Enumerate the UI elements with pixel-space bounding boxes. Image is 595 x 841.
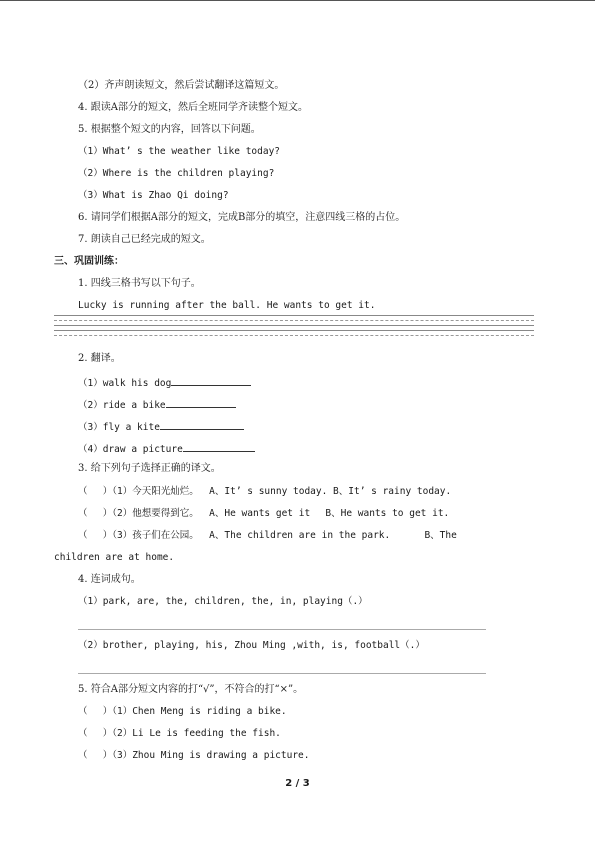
q1-title: 1. 四线三格书写以下句子。 bbox=[78, 278, 201, 289]
q3-title: 3. 给下列句子选择正确的译文。 bbox=[78, 463, 221, 474]
instruction-6: 6. 请同学们根据A部分的短文，完成B部分的填空，注意四线三格的占位。 bbox=[78, 212, 406, 223]
q2-item-4 bbox=[78, 440, 255, 457]
q4-title: 4. 连词成句。 bbox=[78, 574, 141, 585]
page-top-border bbox=[0, 0, 595, 1]
instruction-2-2: （2）齐声朗读短文，然后尝试翻译这篇短文。 bbox=[78, 80, 285, 91]
q2-item-3-text: （3）fly a kite bbox=[78, 422, 160, 433]
section-heading: 三、巩固训练： bbox=[54, 256, 124, 267]
q2-item-2-text: （2）ride a bike bbox=[78, 400, 166, 411]
q2-title: 2. 翻译。 bbox=[78, 353, 121, 364]
four-line-grid bbox=[54, 315, 534, 340]
q3-row-2: （ ）（2）他想要得到它。 A、He wants get it B、He wants to get it. bbox=[78, 508, 450, 519]
q2-item-4-text: （4）draw a picture bbox=[78, 444, 183, 455]
answer-blank[interactable] bbox=[183, 440, 255, 452]
instruction-7: 7. 朗读自己已经完成的短文。 bbox=[78, 234, 211, 245]
q5-item-1: （ ）（1）Chen Meng is riding a bike. bbox=[78, 706, 287, 717]
question-1: （1）What’ s the weather like today? bbox=[78, 146, 281, 157]
answer-blank[interactable] bbox=[160, 418, 244, 430]
answer-line[interactable] bbox=[78, 629, 486, 630]
q4-item-1: （1）park, are, the, children, the, in, playing（.） bbox=[78, 596, 368, 607]
page-number: 2 / 3 bbox=[285, 778, 310, 789]
answer-blank[interactable] bbox=[166, 396, 236, 408]
q2-item-1-text: （1）walk his dog bbox=[78, 378, 172, 389]
q5-item-3: （ ）（3）Zhou Ming is drawing a picture. bbox=[78, 750, 310, 761]
instruction-4: 4. 跟读A部分的短文，然后全班同学齐读整个短文。 bbox=[78, 102, 308, 113]
q3-row-3-cont: children are at home. bbox=[54, 552, 175, 563]
q2-item-3 bbox=[78, 418, 244, 435]
question-2: （2）Where is the children playing? bbox=[78, 168, 275, 179]
answer-line[interactable] bbox=[78, 673, 486, 674]
q1-sentence: Lucky is running after the ball. He wants to get it. bbox=[78, 300, 376, 311]
q5-item-2: （ ）（2）Li Le is feeding the fish. bbox=[78, 728, 281, 739]
q5-title: 5. 符合A部分短文内容的打“√”，不符合的打“×”。 bbox=[78, 684, 304, 695]
q2-item-2 bbox=[78, 396, 236, 413]
q3-row-3: （ ）（3）孩子们在公园。 A、The children are in the park. B、The bbox=[78, 530, 457, 541]
question-3: （3）What is Zhao Qi doing? bbox=[78, 190, 229, 201]
instruction-5: 5. 根据整个短文的内容，回答以下问题。 bbox=[78, 124, 261, 135]
q4-item-2: （2）brother, playing, his, Zhou Ming ,with, is, football（.） bbox=[78, 640, 425, 651]
q3-row-1: （ ）（1）今天阳光灿烂。 A、It’ s sunny today. B、It’ s rainy today. bbox=[78, 486, 452, 497]
answer-blank[interactable] bbox=[171, 374, 251, 386]
q2-item-1 bbox=[78, 374, 251, 391]
